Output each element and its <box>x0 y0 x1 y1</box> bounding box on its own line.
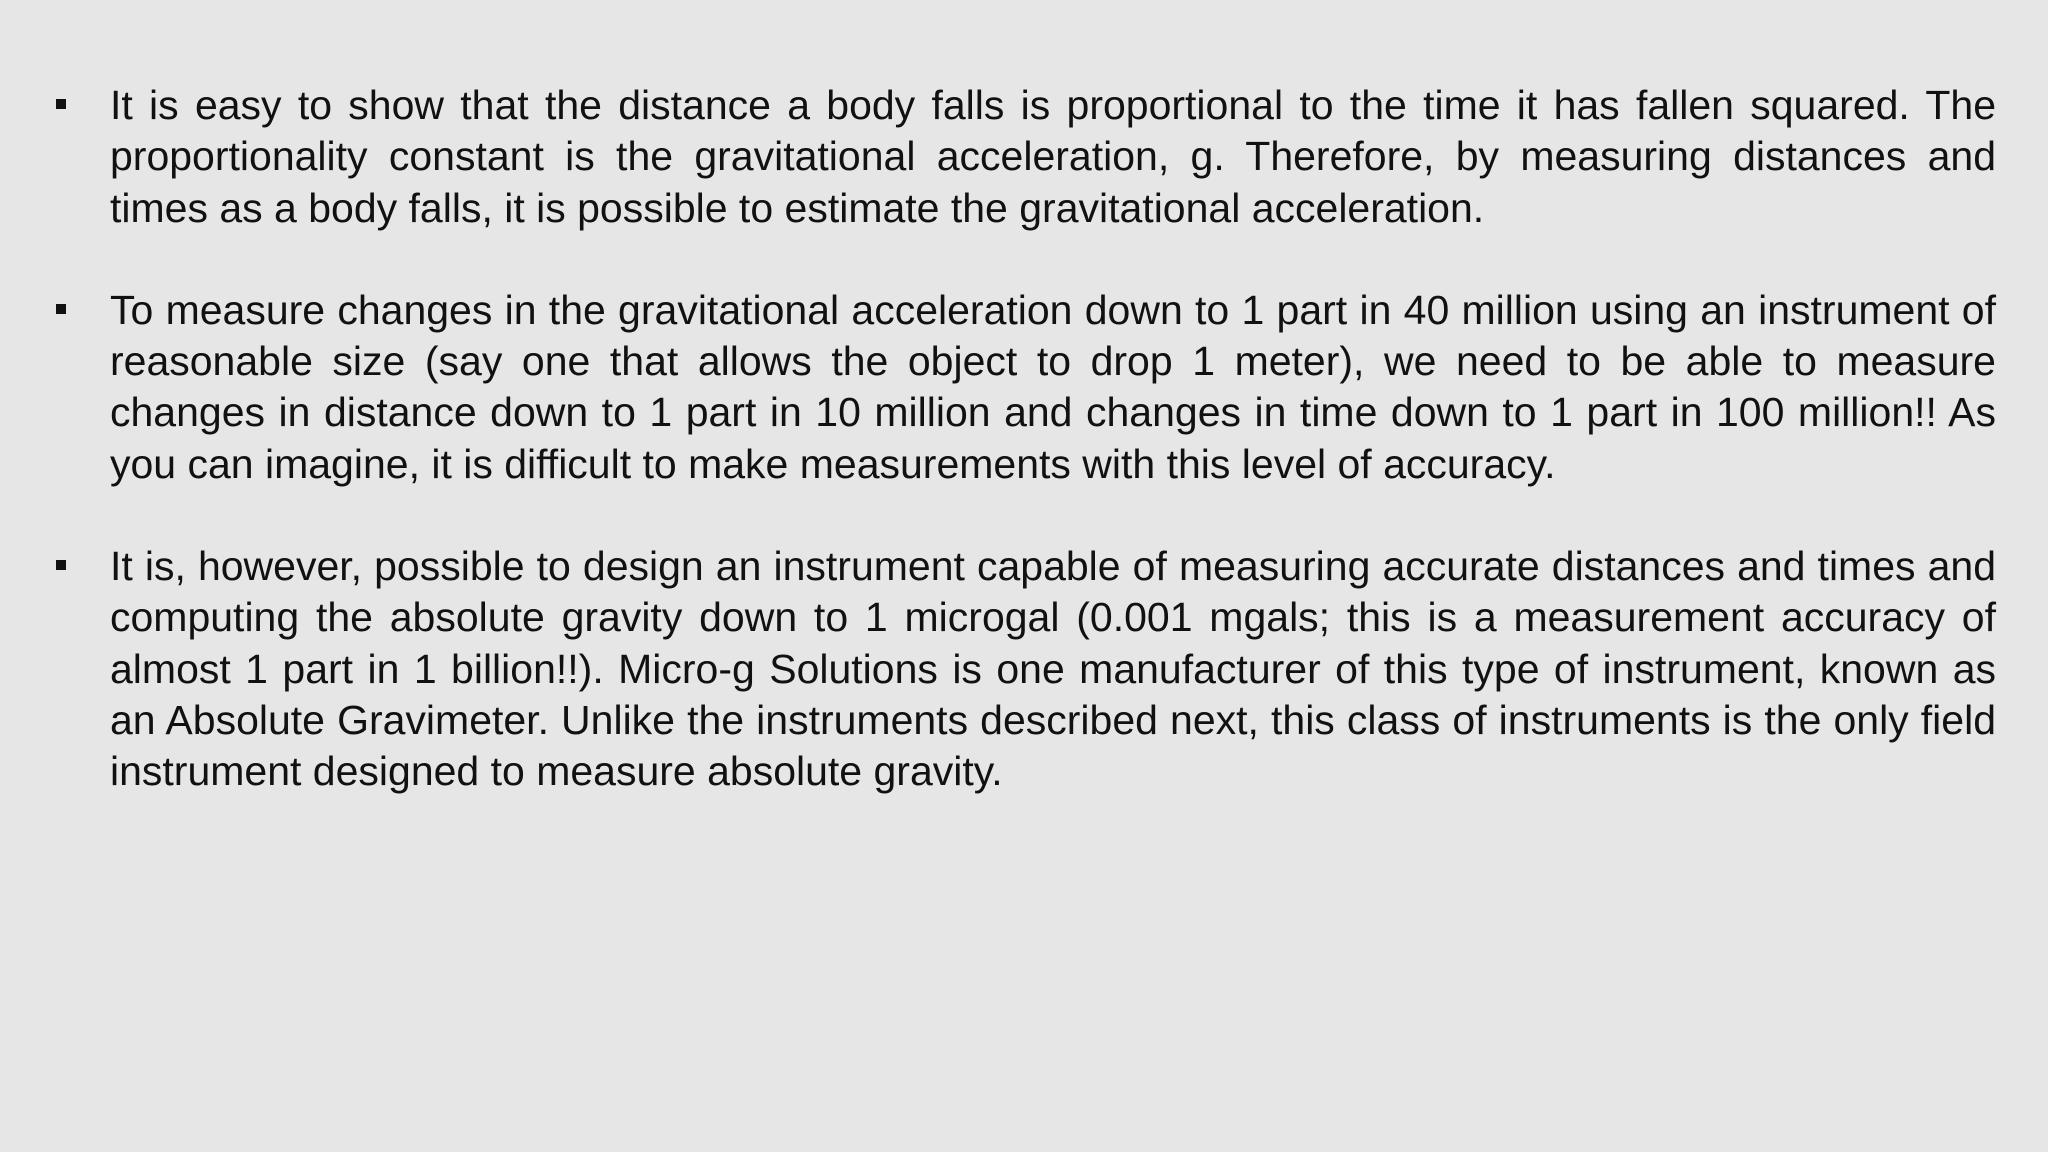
bullet-list <box>53 80 1996 849</box>
bullet-text: It is, however, possible to design an instrument capable of measuring accurate distances and times and computing the absolute gravity down to 1 microgal (0.001 mgals; this is a measurement accuracy of almost 1 part in 1 billion!!). Micro-g Solutions is one manufacturer of this type of instrument, known as an Absolute Gravimeter. Unlike the instruments described next, this class of instruments is the only field instrument designed to measure absolute gravity. <box>110 543 1996 795</box>
bullet-text: To measure changes in the gravitational acceleration down to 1 part in 40 million using an instrument of reasonable size (say one that allows the object to drop 1 meter), we need to be able to measure changes in distance down to 1 part in 10 million and changes in time down to 1 part in 100 million!! As you can imagine, it is difficult to make measurements with this level of accuracy. <box>110 286 1996 487</box>
bullet-item-absolute-gravimeter <box>53 541 1996 797</box>
square-bullet-icon <box>56 304 66 314</box>
square-bullet-icon <box>56 560 66 570</box>
square-bullet-icon <box>56 99 66 109</box>
bullet-text: It is easy to show that the distance a body falls is proportional to the time it has fallen squared. The proportionality constant is the gravitational acceleration, g. Therefore, by measuring distances and times as a body falls, it is possible to estimate the gravitational acceleration. <box>110 82 1996 231</box>
bullet-item-falling-distance <box>53 80 1996 234</box>
bullet-item-measurement-precision <box>53 285 1996 490</box>
